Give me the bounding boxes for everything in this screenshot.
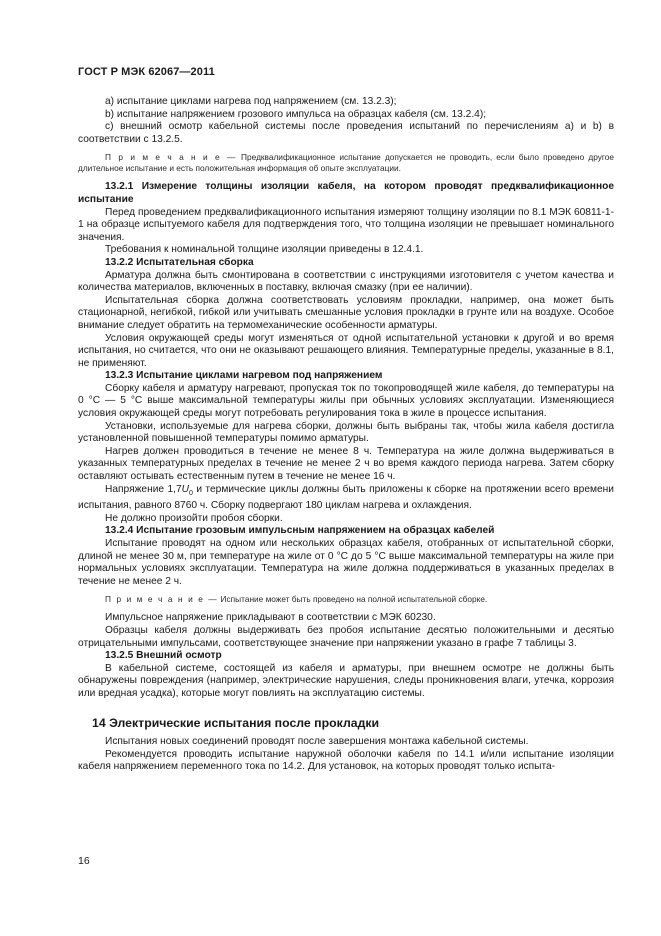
note-text: Испытание может быть проведено на полной испытательной сборке.	[218, 594, 488, 605]
paragraph: В кабельной системе, состоящей из кабеля и арматуры, при внешнем осмотре не должны быть обнаружены повреждения (например, электрические нарушения, следы проникновения влаги, утечка, коррозия или вредная усадка), которые могут повлиять на эксплуатацию системы.	[78, 662, 614, 699]
note-text: Предквалификационное испытание допускается не проводить, если было проведено другое длительное испытание и есть положительная информация об опыте эксплуатации.	[78, 152, 615, 174]
page-number: 16	[78, 855, 90, 867]
note-label: П р и м е ч а н и е —	[105, 594, 219, 605]
paragraph: Требования к номинальной толщине изоляции приведены в 12.4.1.	[105, 244, 424, 256]
paragraph: Образцы кабеля должны выдерживать без пробоя испытание десятью положительными и десятью отрицательными импульсами, соответствующее значение при напряжении указано в графе 7 таблицы 3.	[78, 625, 614, 649]
section-14-heading: 14 Электрические испытания после прокладки	[92, 715, 380, 730]
voltage-symbol: U	[181, 483, 190, 495]
paragraph: Установки, используемые для нагрева сборки, должны быть выбраны так, чтобы жила кабеля достигла установленной повышенной температуры помимо арматуры.	[78, 420, 614, 445]
page-content	[78, 96, 614, 774]
paragraph: Испытания новых соединений проводят после завершения монтажа кабельной системы.	[105, 736, 529, 748]
note-label: П р и м е ч а н и е —	[105, 152, 237, 163]
list-item-b: b) испытание напряжением грозового импульса на образцах кабеля (см. 13.2.4);	[105, 108, 487, 120]
list-item-c: с) внешний осмотр кабельной системы после проведения испытаний по перечислениям а) и b) в соответствии с 13.2.5.	[78, 121, 614, 145]
paragraph: Не должно произойти пробоя сборки.	[105, 512, 283, 524]
paragraph: Импульсное напряжение прикладывают в соответствии с МЭК 60230.	[105, 612, 436, 624]
note-block	[78, 152, 614, 174]
paragraph: Нагрев должен проводиться в течение не менее 8 ч. Температура на жиле должна выдерживаться в указанных температурных пределах в течение не менее 2 ч во время каждого периода нагрева. Затем сборку оставляют остывать естественным путем в течение не менее 16 ч.	[78, 445, 614, 483]
paragraph: Испытание проводят на одном или нескольких образцах кабеля, отобранных от испытательной сборки, длиной не менее 30 м, при температуре на жиле от 0 °С до 5 °С выше максимальной температуры на жиле при нормальных условиях эксплуатации. Температура на жиле должна поддерживаться в указанных пределах в течение не менее 2 ч.	[78, 538, 614, 587]
heading-13-2-2: 13.2.2 Испытательная сборка	[105, 256, 254, 268]
list-item-a: а) испытание циклами нагрева под напряжением (см. 13.2.3);	[105, 96, 397, 107]
paragraph: Условия окружающей среды могут изменяться от одной испытательной установки к другой и во время испытания, но считается, что они не оказывают решающего влияния. Температурные пределы, указанные в 8.1, не применяют.	[78, 332, 614, 369]
voltage-text-rest: и термические циклы должны быть приложены к сборке на протяжении всего времени испытания, равного 8760 ч. Сборку подвергают 180 циклам нагрева и охлаждения.	[78, 483, 614, 512]
heading-13-2-5: 13.2.5 Внешний осмотр	[105, 650, 222, 662]
paragraph: Сборку кабеля и арматуру нагревают, пропуская ток по токопроводящей жиле кабеля, до температуры на 0 °С — 5 °С выше максимальной температуры жилы при обычных условиях эксплуатации. Изменяющиеся условия окружающей среды могут потребовать регулирования тока в жиле в процессе испытания.	[78, 382, 614, 420]
paragraph-voltage	[78, 484, 614, 513]
heading-13-2-3: 13.2.3 Испытание циклами нагревом под напряжением	[105, 370, 383, 382]
voltage-subscript: 0	[189, 489, 193, 497]
paragraph: Перед проведением предквалификационного испытания измеряют толщину изоляции по 8.1 МЭК 60811-1-1 на образце испытуемого кабеля для подтверждения того, что толщина изоляции не превышает номинального значения.	[78, 206, 614, 243]
paragraph: Арматура должна быть смонтирована в соответствии с инструкциями изготовителя с учетом качества и количества материалов, включенных в поставку, включая смазку (при ее наличии).	[78, 269, 614, 294]
paragraph: Рекомендуется проводить испытание наружной оболочки кабеля по 14.1 и/или испытание изоляции кабеля напряжением переменного тока по 14.2. Для установок, на которых проводят только испыта-	[78, 748, 614, 773]
document-code-header: ГОСТ Р МЭК 62067—2011	[78, 66, 215, 78]
heading-13-2-4: 13.2.4 Испытание грозовым импульсным напряжением на образцах кабелей	[105, 525, 495, 537]
heading-13-2-1: 13.2.1 Измерение толщины изоляции кабеля, на котором проводят предквалификационное испытание	[78, 181, 614, 205]
note-block	[78, 594, 614, 605]
voltage-text: Напряжение 1,7	[105, 483, 182, 495]
paragraph: Испытательная сборка должна соответствовать условиям прокладки, например, она может быть стационарной, негибкой, гибкой или учитывать смешанные условия прокладки в грунте или на воздухе. Особое внимание следует обратить на термомеханические особенности арматуры.	[78, 294, 614, 331]
